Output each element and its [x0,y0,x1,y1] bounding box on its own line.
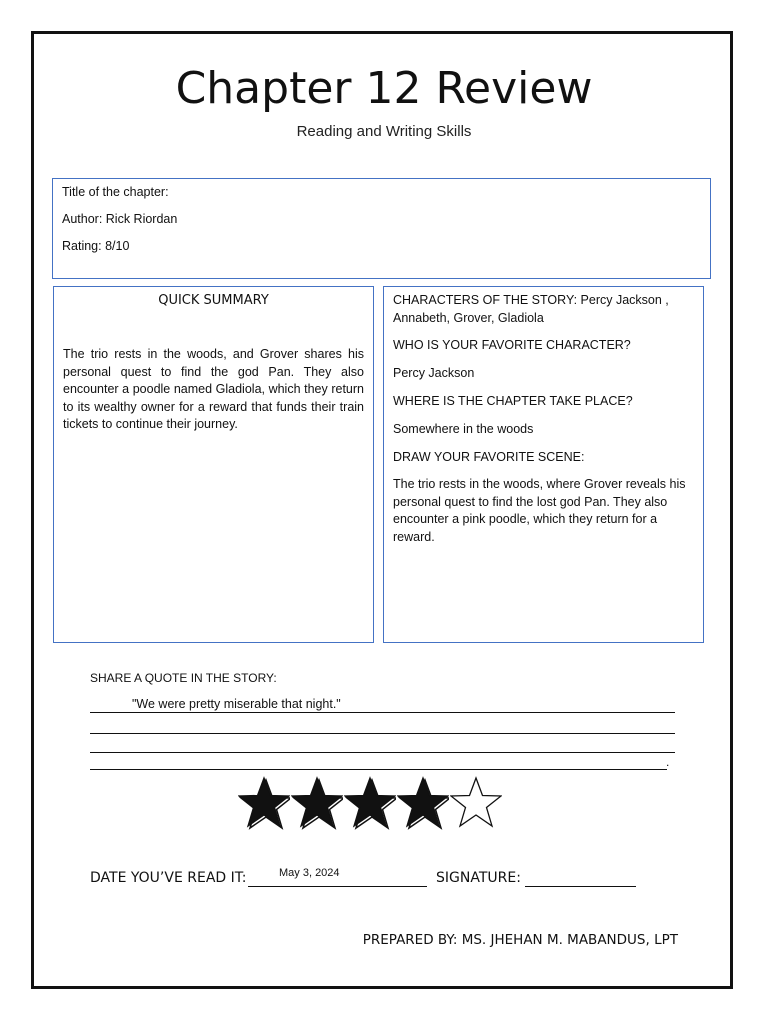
signature-label: SIGNATURE: [436,870,521,886]
date-value: May 3, 2024 [279,867,340,879]
quote-line-4[interactable] [90,768,667,770]
quick-summary-box [53,286,374,643]
quick-summary-heading: QUICK SUMMARY [158,293,269,308]
quote-end-mark: . [666,755,670,769]
star-filled-icon[interactable] [344,776,396,830]
setting-question: WHERE IS THE CHAPTER TAKE PLACE? [393,394,633,408]
prepared-by: PREPARED BY: MS. JHEHAN M. MABANDUS, LPT [362,932,678,948]
quote-line-3[interactable] [90,751,675,753]
quote-text: "We were pretty miserable that night." [132,697,341,711]
quote-line-1[interactable] [90,711,675,713]
date-label: DATE YOU’VE READ IT: [90,870,247,886]
page-title: Chapter 12 Review [175,63,593,114]
author-line: Author: Rick Riordan [62,212,178,226]
star-filled-icon[interactable] [397,776,449,830]
characters-line: CHARACTERS OF THE STORY: Percy Jackson , Annabeth, Grover, Gladiola [393,293,669,325]
quick-summary-text: The trio rests in the woods, and Grover shares his personal quest to find the god Pan. They also encounter a poodle named Gladiola, which they return to its wealthy owner for a reward that funds their train tickets to continue their journey. [63,347,364,431]
star-filled-icon[interactable] [238,776,290,830]
star-filled-icon[interactable] [291,776,343,830]
favorite-scene-question: DRAW YOUR FAVORITE SCENE: [393,450,585,464]
star-empty-icon[interactable] [450,776,502,830]
setting-answer: Somewhere in the woods [393,422,534,436]
favorite-character-answer: Percy Jackson [393,366,475,380]
rating-line: Rating: 8/10 [62,239,130,253]
characters-box [383,286,704,643]
date-underline[interactable] [248,885,427,887]
favorite-character-question: WHO IS YOUR FAVORITE CHARACTER? [393,338,631,352]
page-subtitle: Reading and Writing Skills [296,123,472,140]
chapter-title-label: Title of the chapter: [62,185,169,199]
quote-label: SHARE A QUOTE IN THE STORY: [90,671,277,685]
chapter-info-box [52,178,711,279]
quote-line-2[interactable] [90,732,675,734]
signature-underline[interactable] [525,885,636,887]
favorite-scene-answer: The trio rests in the woods, where Grover reveals his personal quest to find the lost god Pan. They also encounter a pink poodle, which they return for a reward. [393,477,686,544]
